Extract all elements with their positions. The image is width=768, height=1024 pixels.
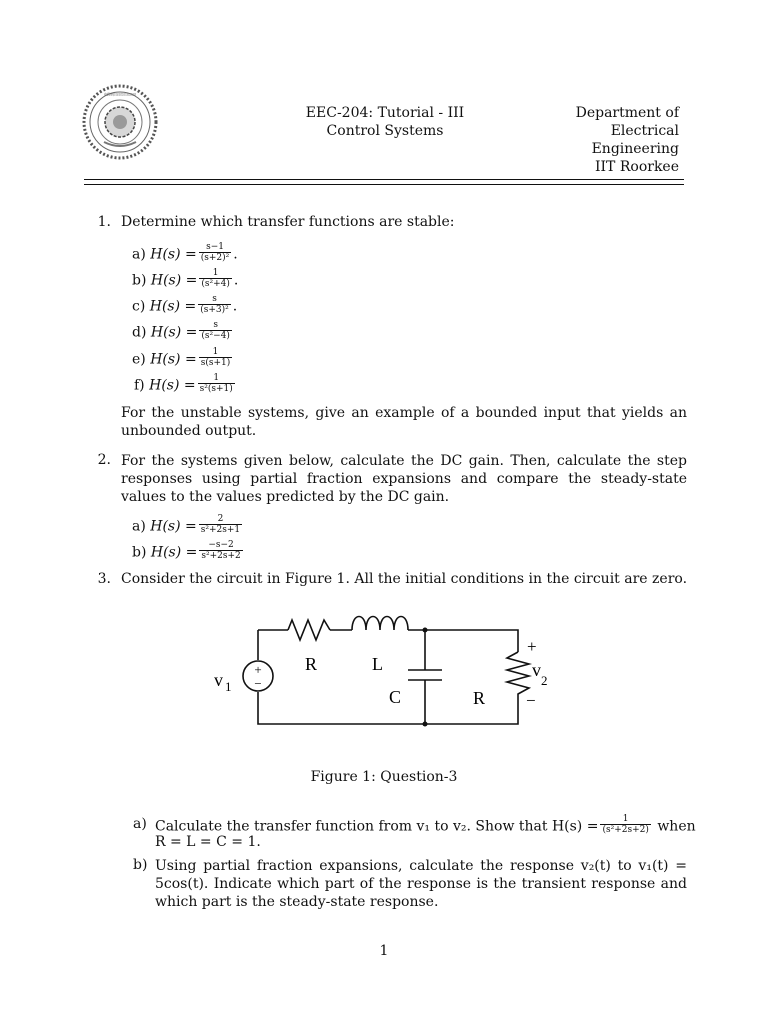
item-lhs: H(s) =	[150, 272, 198, 289]
q3-number: 3.	[97, 571, 111, 587]
figure-caption: Figure 1: Question-3	[310, 769, 458, 785]
q1-text: Determine which transfer functions are stable:	[121, 214, 455, 230]
dept-line: IIT Roorkee	[595, 159, 679, 175]
q1-item	[132, 270, 238, 291]
source-minus: −	[254, 676, 262, 691]
q1-number: 1.	[97, 214, 111, 230]
fraction	[198, 373, 235, 394]
denominator: s²(s+1)	[199, 384, 233, 394]
q2-number: 2.	[97, 452, 111, 468]
resistor-r1	[288, 620, 330, 640]
q2-item	[132, 516, 244, 537]
item-label: a)	[132, 246, 146, 263]
numerator: 1	[199, 268, 232, 279]
output-minus: −	[526, 691, 536, 710]
numerator: 1	[600, 814, 650, 825]
item-end: .	[232, 298, 238, 315]
fraction	[600, 814, 650, 835]
q2-item	[132, 542, 245, 563]
q3-text: Consider the circuit in Figure 1. All the initial conditions in the circuit are zero.	[121, 571, 688, 587]
item-label: b)	[132, 272, 147, 289]
inductor-l	[352, 617, 408, 631]
q1-followup: For the unstable systems, give an example of a bounded input that yields an unbounded output.	[121, 405, 687, 439]
denominator: (s²+4)	[201, 279, 230, 289]
numerator: 1	[199, 347, 233, 358]
denominator: (s+2)²	[200, 253, 230, 263]
source-label: v	[214, 670, 223, 690]
header-rule-bottom	[84, 184, 684, 185]
numerator: s−1	[199, 242, 232, 253]
fraction	[199, 347, 233, 368]
item-label: f)	[134, 377, 145, 394]
junction-dot	[423, 722, 428, 727]
item-lhs: H(s) =	[149, 377, 196, 394]
denominator: (s²+2s+2)	[602, 825, 649, 835]
numerator: −s−2	[199, 540, 242, 551]
q1-item	[132, 322, 234, 343]
denominator: s²+2s+2	[201, 551, 241, 561]
logo-text: भारतीय प्रौद्योगिकी संस्थान रुड़की · INDIAN INSTITUTE OF TECHNOLOGY ROORKEE	[104, 92, 137, 97]
department-block	[540, 104, 679, 176]
item-label: b)	[132, 544, 147, 561]
q3a-text2: when	[657, 818, 696, 835]
fraction	[199, 242, 232, 263]
item-end: .	[233, 246, 238, 263]
numerator: 2	[199, 514, 242, 525]
junction-dot	[423, 628, 428, 633]
q3b-text: Using partial fraction expansions, calculate the response v₂(t) to v₁(t) = 5cos(t). Indicate which part of the response is the transient response and which part is the steady-state response.	[155, 858, 687, 910]
fraction	[199, 320, 232, 341]
q1-item	[132, 349, 234, 370]
fraction	[199, 514, 242, 535]
q3a-text3: R = L = C = 1.	[155, 834, 261, 850]
output-label: v	[532, 660, 541, 680]
item-lhs: H(s) =	[150, 324, 198, 341]
c-label: C	[389, 687, 402, 707]
r1-label: R	[305, 654, 318, 674]
dept-line: Department of	[575, 105, 679, 121]
fraction	[199, 540, 242, 561]
item-label: d)	[132, 324, 147, 341]
denominator: (s+3)²	[200, 305, 229, 315]
numerator: s	[199, 320, 232, 331]
course-title	[270, 104, 500, 140]
dept-line: Engineering	[591, 141, 679, 157]
output-subscript: 2	[541, 673, 548, 688]
denominator: (s²−4)	[201, 331, 230, 341]
denominator: s(s+1)	[200, 358, 231, 368]
circuit-diagram	[200, 608, 560, 753]
r2-label: R	[473, 688, 486, 708]
item-lhs: H(s) =	[150, 518, 197, 535]
source-subscript: 1	[225, 679, 232, 694]
l-label: L	[372, 654, 383, 674]
iit-roorkee-logo	[82, 84, 158, 160]
numerator: 1	[198, 373, 235, 384]
fraction	[199, 268, 232, 289]
fraction	[198, 294, 231, 315]
output-plus: +	[527, 637, 537, 656]
source-plus: +	[254, 662, 262, 677]
q3b-label: b)	[133, 857, 148, 873]
q1-item	[132, 244, 238, 265]
item-label: e)	[132, 351, 146, 368]
item-lhs: H(s) =	[150, 544, 198, 561]
q1-item	[134, 375, 237, 396]
header-rule-top	[84, 179, 684, 180]
course-line: EEC-204: Tutorial - III	[305, 105, 465, 121]
item-lhs: H(s) =	[150, 246, 197, 263]
subject-line: Control Systems	[326, 123, 444, 139]
numerator: s	[198, 294, 231, 305]
q2-text: For the systems given below, calculate the DC gain. Then, calculate the step responses using partial fraction expansions and compare the steady-state values to the values predicted by the DC gain.	[121, 453, 687, 505]
item-label: a)	[132, 518, 146, 535]
item-lhs: H(s) =	[149, 298, 197, 315]
dept-line: Electrical	[610, 123, 679, 139]
item-lhs: H(s) =	[150, 351, 197, 368]
item-end: .	[233, 272, 239, 289]
q1-item	[132, 296, 237, 317]
page-number: 1	[379, 943, 389, 959]
q3a-text1: Calculate the transfer function from v₁ to v₂. Show that H(s) =	[155, 818, 599, 835]
denominator: s²+2s+1	[200, 525, 241, 535]
item-label: c)	[132, 298, 146, 315]
q3a-label: a)	[133, 816, 147, 832]
